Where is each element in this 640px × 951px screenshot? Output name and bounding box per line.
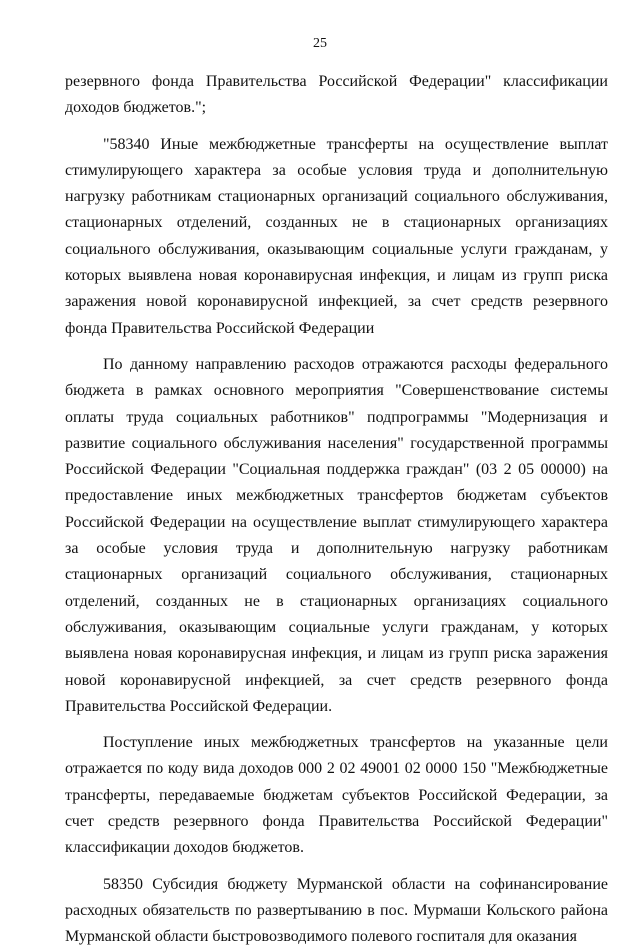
paragraph-58350-heading: 58350 Субсидия бюджету Мурманской области на софинансирование расходных обязательств по развертыванию в пос. Мурмаши Кольского района Мурманской области быстровозводимого полевого госпиталя для оказания [65,875,608,946]
page-number: 25 [313,36,327,51]
paragraph-continuation: резервного фонда Правительства Российской Федерации" классификации доходов бюджетов."; [65,73,608,117]
document-body [65,69,608,951]
paragraph-58340-description: По данному направлению расходов отражаются расходы федерального бюджета в рамках основного мероприятия "Совершенствование системы оплаты труда социальных работников" подпрограммы "Модернизация и развитие социального обслуживания населения" государственной программы Российской Федерации "Социальная поддержка граждан" (03 2 05 00000) на предоставление иных межбюджетных трансфертов бюджетам субъектов Российской Федерации на осуществление выплат стимулирующего характера за особые условия труда и дополнительную нагрузку работникам стационарных организаций социального обслуживания, стационарных отделений, созданных не в стационарных организациях социального обслуживания, оказывающим социальные услуги гражданам, у которых выявлена новая коронавирусная инфекция, и лицам из групп риска заражения новой коронавирусной инфекцией, за счет средств резервного фонда Правительства Российской Федерации. [65,355,608,715]
paragraph-58340-heading: "58340 Иные межбюджетные трансферты на осуществление выплат стимулирующего характера за особые условия труда и дополнительную нагрузку работникам стационарных организаций социального обслуживания, стационарных отделений, созданных не в стационарных организациях социального обслуживания, оказывающим социальные услуги гражданам, у которых выявлена новая коронавирусная инфекция, и лицам из групп риска заражения новой коронавирусной инфекцией, за счет средств резервного фонда Правительства Российской Федерации [65,135,608,337]
paragraph-58340-revenue-code: Поступление иных межбюджетных трансфертов на указанные цели отражается по коду вида доходов 000 2 02 49001 02 0000 150 "Межбюджетные трансферты, передаваемые бюджетам субъектов Российской Федерации, за счет средств резервного фонда Правительства Российской Федерации" классификации доходов бюджетов. [65,734,608,857]
